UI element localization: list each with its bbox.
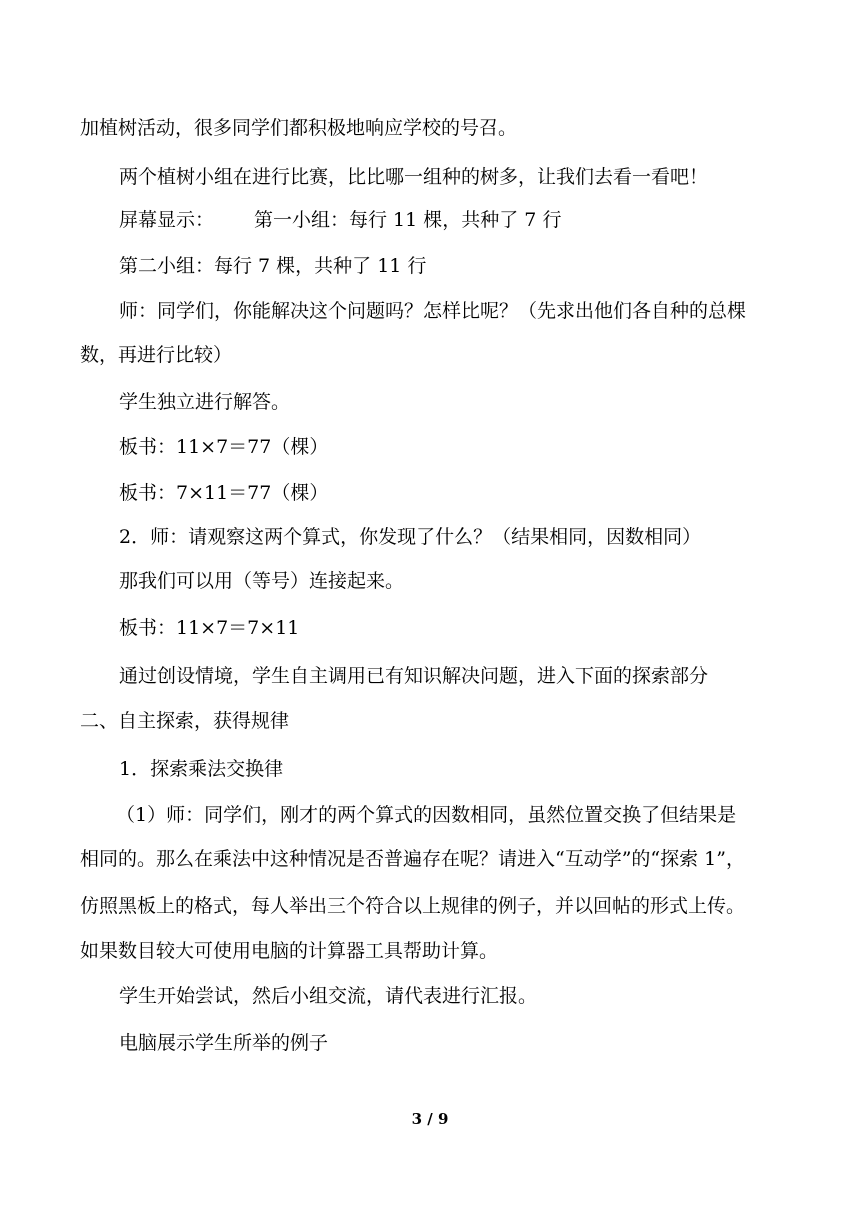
paragraph-line: 学生开始尝试，然后小组交流，请代表进行汇报。 xyxy=(119,985,538,1007)
subsection-heading: 1．探索乘法交换律 xyxy=(119,758,284,780)
paragraph-line: 学生独立进行解答。 xyxy=(119,391,291,413)
paragraph-line: 板书：11×7＝7×11 xyxy=(119,617,300,639)
paragraph-line: （1）师：同学们，刚才的两个算式的因数相同，虽然位置交换了但结果是 xyxy=(116,804,737,826)
paragraph-line: 那我们可以用（等号）连接起来。 xyxy=(119,570,405,592)
paragraph-line: 2．师：请观察这两个算式，你发现了什么？（结果相同，因数相同） xyxy=(119,526,702,548)
paragraph-line: 板书：7×11＝77（棵） xyxy=(119,482,329,504)
paragraph-line xyxy=(119,206,561,234)
section-heading: 二、自主探索，获得规律 xyxy=(80,710,290,732)
paragraph-line: 电脑展示学生所举的例子 xyxy=(119,1032,329,1054)
paragraph-line: 通过创设情境，学生自主调用已有知识解决问题，进入下面的探索部分 xyxy=(119,665,709,687)
paragraph-line: 数，再进行比较） xyxy=(80,344,233,366)
screen-display-label: 屏幕显示： xyxy=(119,209,215,231)
paragraph-line: 相同的。那么在乘法中这种情况是否普遍存在呢？请进入“互动学”的“探索 1”， xyxy=(80,848,745,870)
paragraph-line: 加植树活动，很多同学们都积极地响应学校的号召。 xyxy=(80,117,518,139)
paragraph-line: 师：同学们，你能解决这个问题吗？怎样比呢？（先求出他们各自种的总棵 xyxy=(119,300,747,322)
group-one-text: 第一小组：每行 11 棵，共种了 7 行 xyxy=(254,209,562,231)
paragraph-line: 两个植树小组在进行比赛，比比哪一组种的树多，让我们去看一看吧！ xyxy=(119,166,709,188)
paragraph-line: 第二小组：每行 7 棵，共种了 11 行 xyxy=(119,255,427,277)
page-number: 3 / 9 xyxy=(411,1110,449,1128)
paragraph-line: 如果数目较大可使用电脑的计算器工具帮助计算。 xyxy=(80,940,499,962)
paragraph-line: 板书：11×7＝77（棵） xyxy=(119,436,329,458)
paragraph-line: 仿照黑板上的格式，每人举出三个符合以上规律的例子，并以回帖的形式上传。 xyxy=(80,895,746,917)
